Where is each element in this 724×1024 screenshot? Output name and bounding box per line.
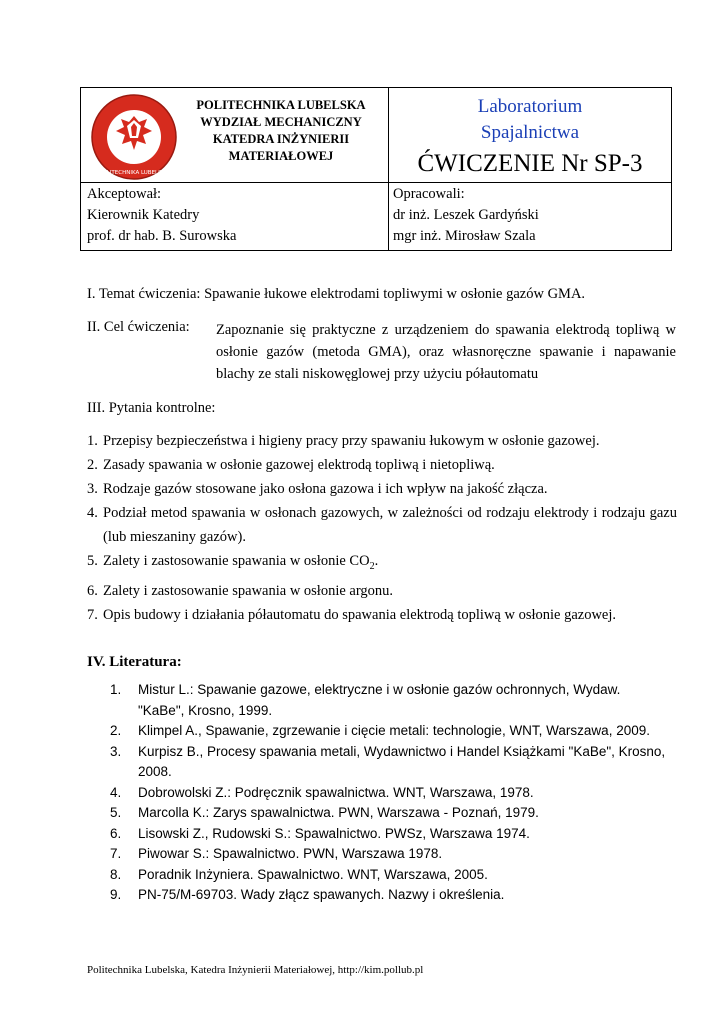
question-text: Rodzaje gazów stosowane jako osłona gazowa i ich wpływ na jakość złącza. [103, 481, 548, 497]
literature-text: Klimpel A., Spawanie, zgrzewanie i cięcie metali: technologie, WNT, Warszawa, 2009. [138, 723, 650, 738]
institution-line: MATERIAŁOWEJ [228, 149, 334, 163]
question-number: 1. [87, 433, 98, 449]
questions-list [87, 429, 677, 627]
accepted-by-line: Kierownik Katedry [87, 207, 200, 223]
logo-text: POLITECHNIKA LUBELSKA [99, 170, 169, 176]
literature-text: Piwowar S.: Spawalnictwo. PWN, Warszawa 1978. [138, 846, 443, 861]
institution-line: POLITECHNIKA LUBELSKA [196, 98, 366, 112]
authors-line: Opracowali: [393, 186, 465, 202]
footer: Politechnika Lubelska, Katedra Inżynierii Materiałowej, http://kim.pollub.pl [87, 964, 424, 976]
question-item [87, 549, 677, 579]
literature-number: 9. [110, 887, 122, 902]
authors-line: dr inż. Leszek Gardyński [393, 207, 539, 223]
question-text: Opis budowy i działania półautomatu do spawania elektrodą topliwą w osłonie gazowej. [103, 606, 617, 623]
exercise-number: ĆWICZENIE Nr SP-3 [417, 150, 643, 177]
literature-text: PN-75/M-69703. Wady złącz spawanych. Nazwy i określenia. [138, 887, 505, 902]
goal-label: II. Cel ćwiczenia: [87, 319, 190, 335]
literature-number: 6. [110, 825, 122, 841]
lab-title-line2: Spajalnictwa [480, 122, 580, 143]
lab-title-line1: Laboratorium [477, 96, 583, 117]
literature-item [110, 721, 670, 742]
institution-line: KATEDRA INŻYNIERII [212, 132, 350, 146]
authors-line: mgr inż. Mirosław Szala [393, 228, 536, 244]
question-number: 2. [87, 457, 98, 473]
lab-title-block [391, 94, 669, 180]
question-item [87, 453, 677, 477]
literature-item [110, 783, 670, 804]
literature-text: Lisowski Z., Rudowski S.: Spawalnictwo. PWSz, Warszawa 1974. [138, 825, 530, 841]
question-number: 3. [87, 481, 98, 497]
question-text: Zalety i zastosowanie spawania w osłonie CO [103, 553, 370, 569]
header-divider-vertical-lower [388, 182, 389, 250]
literature-item [110, 865, 670, 886]
question-text: Przepisy bezpieczeństwa i higieny pracy przy spawaniu łukowym w osłonie gazowej. [103, 433, 600, 449]
institution-line: WYDZIAŁ MECHANICZNY [200, 115, 362, 129]
accepted-by-line: Akceptował: [87, 186, 162, 202]
question-number: 6. [87, 582, 98, 599]
question-suffix: . [374, 553, 379, 569]
literature-number: 5. [110, 805, 122, 820]
literature-item [110, 742, 670, 783]
literature-item [110, 680, 670, 721]
literature-number: 7. [110, 846, 122, 861]
literature-item [110, 824, 670, 845]
university-logo [87, 92, 181, 182]
topic-line: I. Temat ćwiczenia: Spawanie łukowe elektrodami topliwymi w osłonie gazów GMA. [87, 286, 586, 302]
literature-number: 8. [110, 866, 122, 882]
literature-number: 4. [110, 784, 122, 800]
accepted-by-block [87, 184, 236, 247]
literature-text: Mistur L.: Spawanie gazowe, elektryczne i w osłonie gazów ochronnych, Wydaw. "KaBe", Krosno, 1999. [138, 682, 621, 718]
literature-text: Dobrowolski Z.: Podręcznik spawalnictwa. WNT, Warszawa, 1978. [138, 784, 534, 800]
question-item [87, 501, 677, 549]
goal-text: Zapoznanie się praktyczne z urządzeniem do spawania elektrodą topliwą w osłonie gazów (metoda GMA), oraz własnoręczne spawanie i napawanie blachy ze stali niskowęglowej przy użyciu półautomatu [216, 322, 676, 382]
literature-text: Kurpisz B., Procesy spawania metali, Wydawnictwo i Handel Książkami "KaBe", Krosno, 2008. [138, 743, 666, 779]
literature-item [110, 885, 670, 906]
question-text: Zasady spawania w osłonie gazowej elektrodą topliwą i nietopliwą. [103, 457, 495, 473]
authors-block [393, 184, 539, 247]
literature-item [110, 844, 670, 865]
literature-text: Marcolla K.: Zarys spawalnictwa. PWN, Warszawa - Poznań, 1979. [138, 805, 539, 820]
question-number: 5. [87, 553, 98, 569]
literature-number: 2. [110, 723, 122, 738]
literature-number: 1. [110, 682, 122, 697]
question-item [87, 579, 677, 603]
literature-number: 3. [110, 743, 122, 759]
literature-title: IV. Literatura: [87, 654, 182, 670]
literature-text: Poradnik Inżyniera. Spawalnictwo. WNT, Warszawa, 2005. [138, 866, 488, 882]
question-item [87, 429, 677, 453]
question-text: Zalety i zastosowanie spawania w osłonie argonu. [103, 582, 394, 599]
accepted-by-line: prof. dr hab. B. Surowska [87, 228, 237, 244]
questions-title: III. Pytania kontrolne: [87, 400, 216, 416]
question-subscript: 2 [369, 560, 375, 572]
literature-item [110, 803, 670, 824]
literature-list [110, 680, 670, 906]
question-item [87, 477, 677, 501]
institution-name [181, 97, 381, 165]
question-number: 4. [87, 505, 98, 521]
header-divider-horizontal [81, 182, 671, 183]
header-divider-vertical [388, 88, 389, 182]
header-table [80, 87, 672, 251]
question-item [87, 603, 677, 627]
question-text: Podział metod spawania w osłonach gazowych, w zależności od rodzaju elektrody i rodzaju gazu (lub mieszaniny gazów). [103, 505, 677, 545]
question-number: 7. [87, 606, 98, 623]
